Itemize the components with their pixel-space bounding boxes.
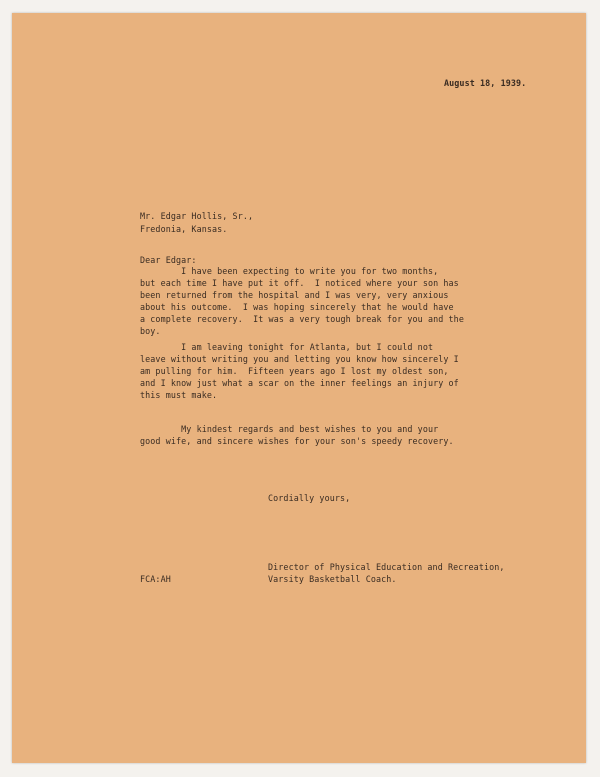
recipient-name: Mr. Edgar Hollis, Sr., xyxy=(140,211,254,221)
paragraph-line: a complete recovery. It was a very tough break for you and the xyxy=(140,314,464,325)
closing: Cordially yours, xyxy=(268,493,351,503)
signature-title-1: Director of Physical Education and Recreation, xyxy=(268,562,505,572)
signature-title-2: Varsity Basketball Coach. xyxy=(268,574,397,584)
paragraph-line: am pulling for him. Fifteen years ago I lost my oldest son, xyxy=(140,366,449,377)
paragraph-line: been returned from the hospital and I was very, very anxious xyxy=(140,290,449,301)
recipient-location: Fredonia, Kansas. xyxy=(140,224,228,234)
reference-initials: FCA:AH xyxy=(140,574,171,584)
paragraph-line: I am leaving tonight for Atlanta, but I could not xyxy=(140,342,434,352)
paragraph-line: leave without writing you and letting you know how sincerely I xyxy=(140,354,459,365)
letter-page xyxy=(12,13,586,763)
paragraph-line: boy. xyxy=(140,326,161,337)
salutation: Dear Edgar: xyxy=(140,255,197,265)
paragraph-line: good wife, and sincere wishes for your son's speedy recovery. xyxy=(140,436,454,447)
letter-date: August 18, 1939. xyxy=(444,78,527,88)
paragraph-3 xyxy=(140,423,454,447)
paragraph-line: about his outcome. I was hoping sincerely that he would have xyxy=(140,302,454,313)
paragraph-line: this must make. xyxy=(140,390,218,401)
paragraph-line: My kindest regards and best wishes to you and your xyxy=(140,424,439,434)
paragraph-line: and I know just what a scar on the inner feelings an injury of xyxy=(140,378,459,389)
paragraph-1 xyxy=(140,265,464,338)
paragraph-line: I have been expecting to write you for two months, xyxy=(140,266,439,276)
paragraph-2 xyxy=(140,341,459,401)
paragraph-line: but each time I have put it off. I noticed where your son has xyxy=(140,278,459,289)
